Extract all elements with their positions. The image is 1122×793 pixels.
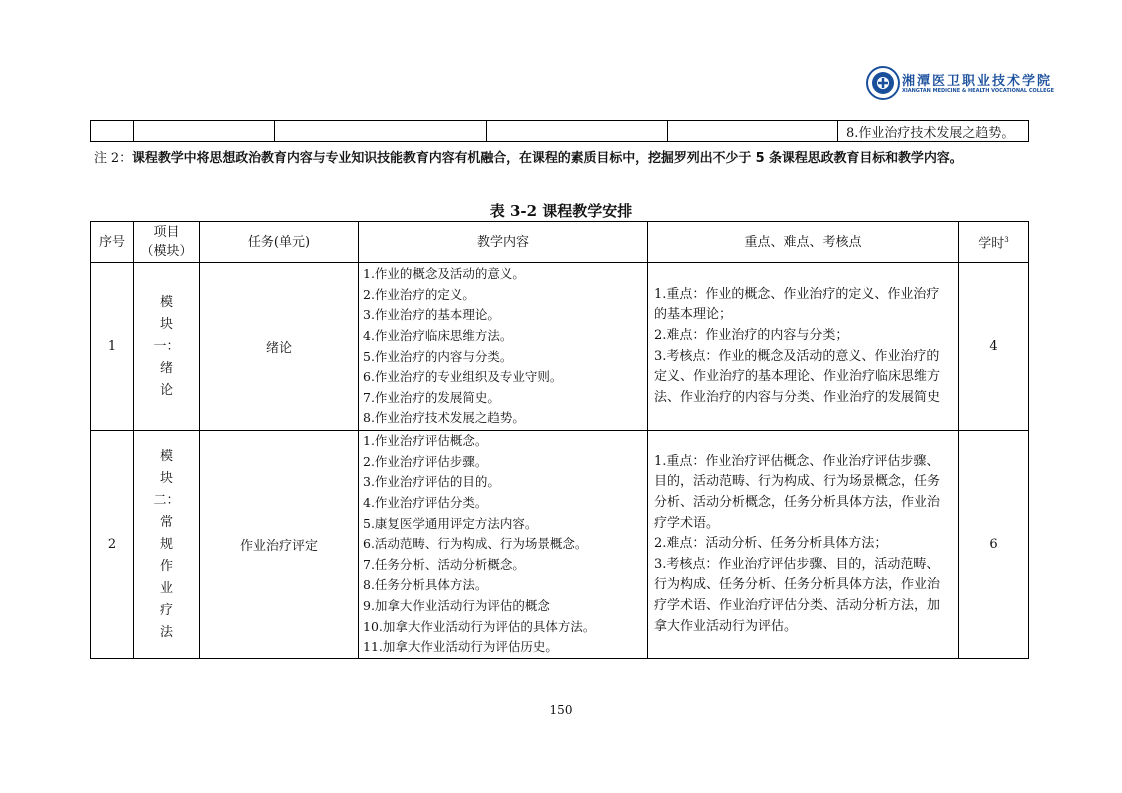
table-cell: 8.作业治疗技术发展之趋势。: [838, 121, 1029, 142]
table-row: [91, 263, 1029, 431]
row-seq: 1: [91, 263, 134, 431]
table-caption: 表 3-2 课程教学安排: [489, 202, 633, 220]
row-content: 1.作业治疗评估概念。 2.作业治疗评估步骤。 3.作业治疗评估的目的。 4.作业治疗评估分类。 5.康复医学通用评定方法内容。 6.活动范畴、行为构成、行为场景概念。 7.任务分析、活动分析概念。 8.任务分析具体方法。 9.加拿大作业活动行为评估的概念 10.加拿大作业活动行为评估的具体方法。 11.加拿大作业活动行为评估历史。: [359, 431, 648, 659]
table-header-row: [91, 222, 1029, 263]
row-task: 绪论: [200, 263, 359, 431]
note-label: 注 2：: [94, 151, 133, 166]
row-key-points: 1.重点：作业的概念、作业治疗的定义、作业治疗的基本理论； 2.难点：作业治疗的内容与分类； 3.考核点：作业的概念及活动的意义、作业治疗的定义、作业治疗的基本理论、作业治疗临床思维方法、作业治疗的内容与分类、作业治疗的发展简史: [648, 263, 959, 431]
header-module: 项目 （模块）: [134, 222, 200, 263]
row-module: 模 块 二： 常 规 作 业 疗 法: [134, 431, 200, 659]
row-module: 模 块 一： 绪 论: [134, 263, 200, 431]
note-text: 课程教学中将思想政治教育内容与专业知识技能教育内容有机融合，在课程的素质目标中，挖掘罗列出不少于 5 条课程思政教育目标和教学内容。: [132, 151, 963, 166]
college-name-en: XIANGTAN MEDICINE & HEALTH VOCATIONAL COLLEGE: [902, 88, 1055, 94]
table-cell: [91, 121, 134, 142]
row-task: 作业治疗评定: [200, 431, 359, 659]
college-logo: [866, 66, 1055, 102]
row-content: 1.作业的概念及活动的意义。 2.作业治疗的定义。 3.作业治疗的基本理论。 4.作业治疗临床思维方法。 5.作业治疗的内容与分类。 6.作业治疗的专业组织及专业守则。 7.作业治疗的发展简史。 8.作业治疗技术发展之趋势。: [359, 263, 648, 431]
page-number: 150: [549, 703, 573, 717]
table-row: [91, 121, 1029, 142]
header-task: 任务(单元): [200, 222, 359, 263]
header-key-points: 重点、难点、考核点: [648, 222, 959, 263]
row-key-points: 1.重点：作业治疗评估概念、作业治疗评估步骤、目的，活动范畴、行为构成、行为场景概念，任务分析、活动分析概念，任务分析具体方法，作业治疗学术语。 2.难点：活动分析、任务分析具体方法； 3.考核点：作业治疗评估步骤、目的，活动范畴、行为构成、任务分析、任务分析具体方法，作业治疗学术语、作业治疗评估分类、活动分析方法，加拿大作业活动行为评估。: [648, 431, 959, 659]
header-content: 教学内容: [359, 222, 648, 263]
table-row: [91, 431, 1029, 659]
college-emblem-icon: [866, 66, 900, 100]
row-seq: 2: [91, 431, 134, 659]
previous-table-continuation: [90, 120, 1029, 142]
row-hours: 6: [959, 431, 1029, 659]
course-schedule-table: [90, 221, 1029, 659]
table-cell: [134, 121, 275, 142]
college-name: 湘潭医卫职业技术学院: [902, 74, 1053, 89]
note-2: [94, 147, 963, 166]
table-cell: [487, 121, 668, 142]
header-seq: 序号: [91, 222, 134, 263]
table-cell: [668, 121, 838, 142]
row-hours: 4: [959, 263, 1029, 431]
table-cell: [275, 121, 487, 142]
header-hours: 学时$^3$: [959, 222, 1029, 263]
